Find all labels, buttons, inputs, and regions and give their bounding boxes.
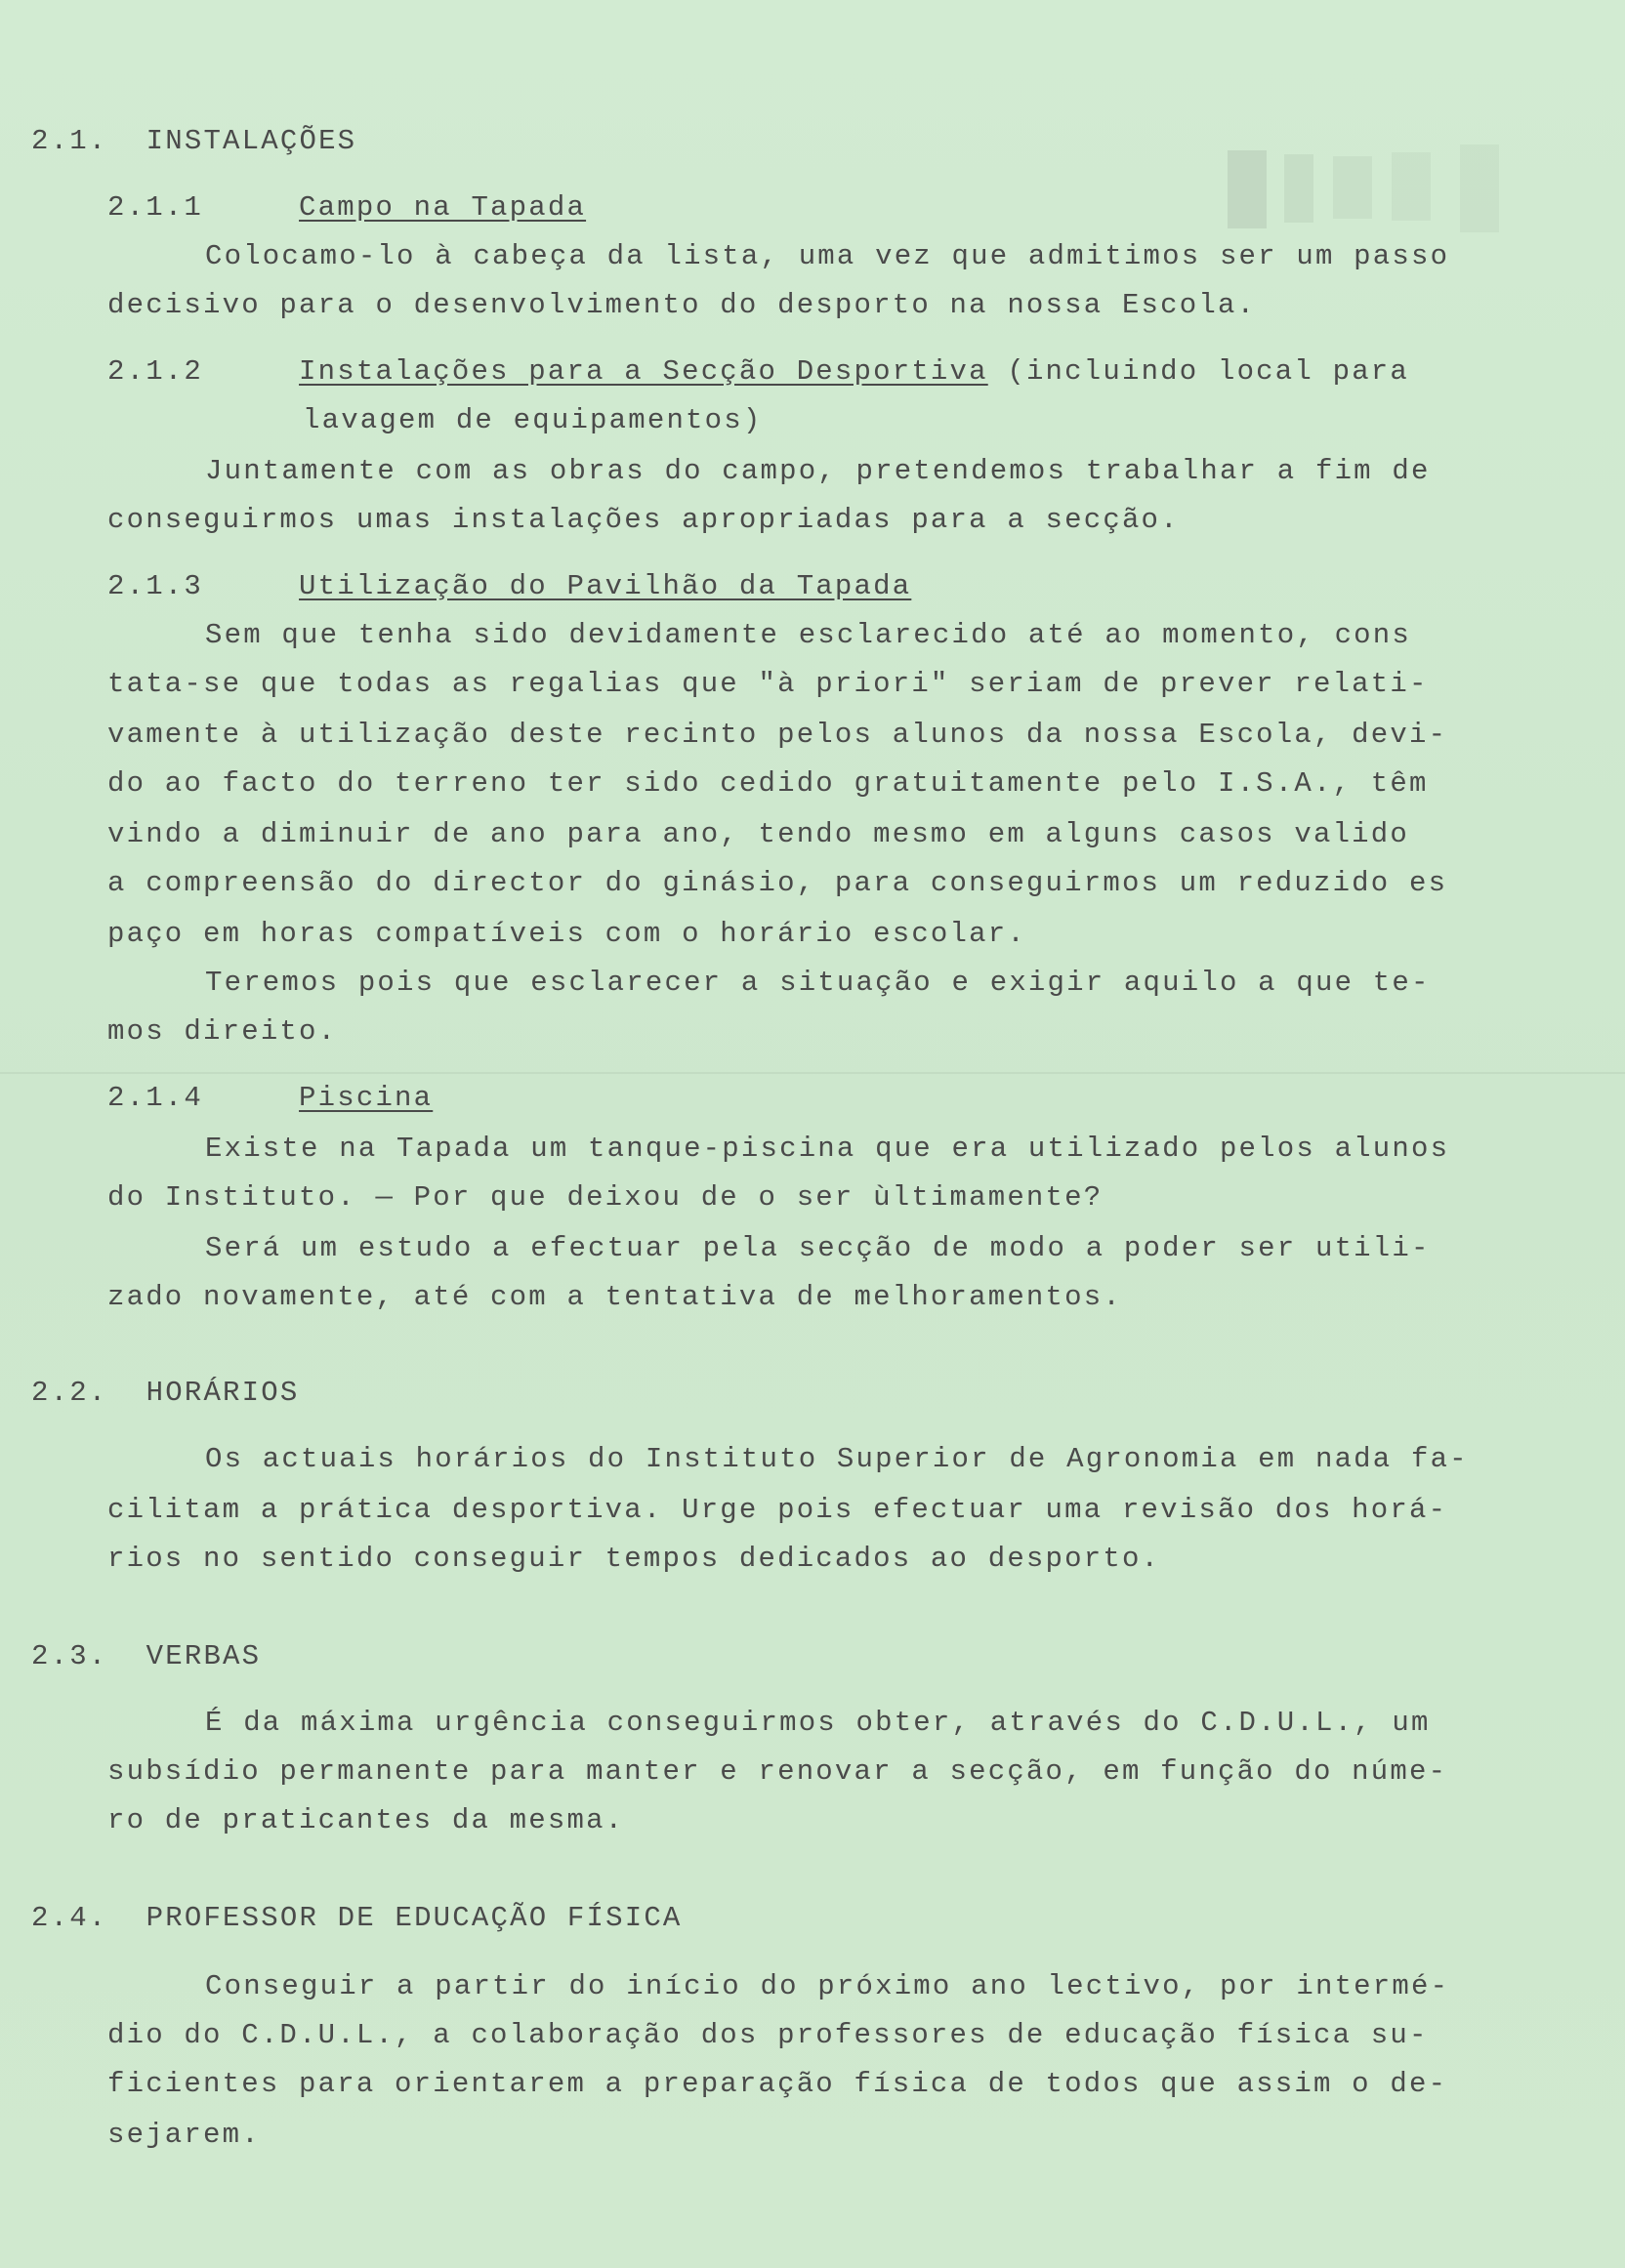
paragraph-line: É da máxima urgência conseguirmos obter, através do C.D.U.L., um — [205, 1707, 1431, 1739]
paragraph-line: a compreensão do director do ginásio, para conseguirmos um reduzido es — [107, 867, 1448, 899]
section-title: HORÁRIOS — [146, 1377, 300, 1409]
paragraph-line: Conseguir a partir do início do próximo ano lectivo, por intermé- — [205, 1970, 1450, 2002]
subsection-2-1-3-heading — [107, 570, 911, 603]
section-title: PROFESSOR DE EDUCAÇÃO FÍSICA — [146, 1902, 683, 1934]
subsection-number: 2.1.3 — [107, 570, 204, 602]
section-number: 2.4. — [31, 1902, 108, 1934]
subsection-title: Campo na Tapada — [299, 191, 587, 224]
paragraph-line: ro de praticantes da mesma. — [107, 1804, 625, 1836]
paragraph-line: cilitam a prática desportiva. Urge pois efectuar uma revisão dos horá- — [107, 1494, 1448, 1526]
paragraph-line: do ao facto do terreno ter sido cedido gratuitamente pelo I.S.A., têm — [107, 767, 1429, 800]
paragraph-line: vamente à utilização deste recinto pelos alunos da nossa Escola, devi- — [107, 719, 1448, 751]
subsection-number: 2.1.2 — [107, 355, 204, 388]
section-title: VERBAS — [146, 1640, 262, 1672]
paragraph-line: Colocamo-lo à cabeça da lista, uma vez que admitimos ser um passo — [205, 240, 1450, 272]
subsection-title: Utilização do Pavilhão da Tapada — [299, 570, 912, 602]
paragraph-line: zado novamente, até com a tentativa de melhoramentos. — [107, 1281, 1122, 1313]
paragraph-line: sejarem. — [107, 2119, 261, 2151]
section-2-1-heading — [31, 125, 356, 158]
paragraph-line: subsídio permanente para manter e renovar a secção, em função do núme- — [107, 1755, 1448, 1788]
paragraph-line: Os actuais horários do Instituto Superior de Agronomia em nada fa- — [205, 1443, 1469, 1475]
section-number: 2.2. — [31, 1377, 108, 1409]
paragraph-line: mos direito. — [107, 1015, 338, 1048]
section-number: 2.3. — [31, 1640, 108, 1672]
section-2-4-heading — [31, 1902, 683, 1935]
paragraph-line: paço em horas compatíveis com o horário escolar. — [107, 918, 1026, 950]
paragraph-line: Teremos pois que esclarecer a situação e exigir aquilo a que te- — [205, 967, 1431, 999]
paper-fold — [0, 1072, 1625, 1074]
paragraph-line: do Instituto. — Por que deixou de o ser ùltimamente? — [107, 1181, 1104, 1214]
subsection-title: Instalações para a Secção Desportiva — [299, 355, 988, 388]
paragraph-line: tata-se que todas as regalias que "à priori" seriam de prever relati- — [107, 668, 1429, 700]
subsection-title: Piscina — [299, 1082, 434, 1114]
section-title: INSTALAÇÕES — [146, 125, 357, 157]
section-2-3-heading — [31, 1640, 261, 1673]
paragraph-line: Será um estudo a efectuar pela secção de modo a poder ser utili- — [205, 1232, 1431, 1264]
paragraph-line: conseguirmos umas instalações apropriadas para a secção. — [107, 504, 1180, 536]
section-number: 2.1. — [31, 125, 108, 157]
subsection-2-1-4-heading — [107, 1082, 433, 1115]
paragraph-line: dio do C.D.U.L., a colaboração dos professores de educação física su- — [107, 2019, 1429, 2051]
subsection-title-line2: lavagem de equipamentos) — [303, 404, 763, 436]
paragraph-line: rios no sentido conseguir tempos dedicados ao desporto. — [107, 1543, 1161, 1575]
paragraph-line: Existe na Tapada um tanque-piscina que era utilizado pelos alunos — [205, 1133, 1450, 1165]
subsection-title-suffix: (incluindo local para — [1007, 355, 1410, 388]
section-2-2-heading — [31, 1377, 299, 1410]
subsection-2-1-2-heading — [107, 355, 1409, 389]
paragraph-line: decisivo para o desenvolvimento do desporto na nossa Escola. — [107, 289, 1257, 321]
subsection-number: 2.1.1 — [107, 191, 204, 224]
paragraph-line: vindo a diminuir de ano para ano, tendo mesmo em alguns casos valido — [107, 818, 1409, 850]
paragraph-line: ficientes para orientarem a preparação física de todos que assim o de- — [107, 2068, 1448, 2100]
faded-stamp — [1226, 144, 1519, 242]
subsection-2-1-1-heading — [107, 191, 586, 225]
subsection-number: 2.1.4 — [107, 1082, 204, 1114]
paragraph-line: Juntamente com as obras do campo, pretendemos trabalhar a fim de — [205, 455, 1431, 487]
paragraph-line: Sem que tenha sido devidamente esclarecido até ao momento, cons — [205, 619, 1411, 651]
